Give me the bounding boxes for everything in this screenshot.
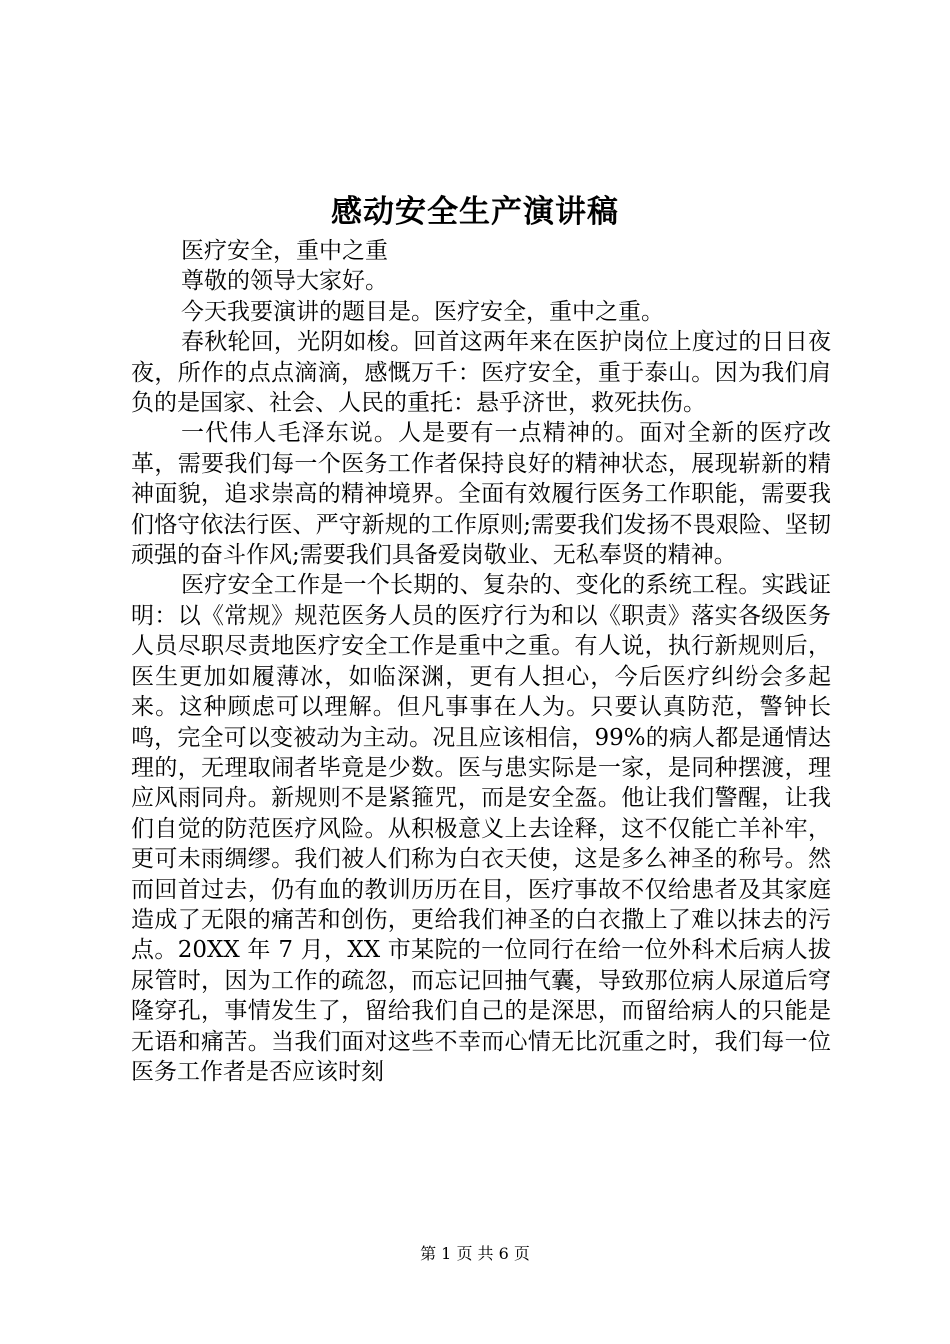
document-title: 感动安全生产演讲稿 <box>331 194 619 230</box>
paragraph-spirit: 一代伟人毛泽东说。人是要有一点精神的。面对全新的医疗改革，需要我们每一个医务工作者保持良好的精神状态，展现崭新的精神面貌，追求崇高的精神境界。全面有效履行医务工作职能，需要我们恪守依法行医、严守新规的工作原则;需要我们发扬不畏艰险、坚韧顽强的奋斗作风;需要我们具备爱岗敬业、无私奉贤的精神。 <box>131 420 831 569</box>
paragraph-topic: 今天我要演讲的题目是。医疗安全，重中之重。 <box>181 298 664 325</box>
paragraph-greeting: 尊敬的领导大家好。 <box>181 268 388 295</box>
paragraph-intro: 春秋轮回，光阴如梭。回首这两年来在医护岗位上度过的日日夜夜，所作的点点滴滴，感慨万千：医疗安全，重于泰山。因为我们肩负的是国家、社会、人民的重托：悬乎济世，救死扶伤。 <box>131 329 831 417</box>
paragraph-safety: 医疗安全工作是一个长期的、复杂的、变化的系统工程。实践证明：以《常规》规范医务人员的医疗行为和以《职责》落实各级医务人员尽职尽责地医疗安全工作是重中之重。有人说，执行新规则后，医生更加如履薄冰，如临深渊，更有人担心，今后医疗纠纷会多起来。这种顾虑可以理解。但凡事事在人为。只要认真防范，警钟长鸣，完全可以变被动为主动。况且应该相信，99%的病人都是通情达理的，无理取闹者毕竟是少数。医与患实际是一家，是同种摆渡，理应风雨同舟。新规则不是紧箍咒，而是安全盔。他让我们警醒，让我们自觉的防范医疗风险。从积极意义上去诠释，这不仅能亡羊补牢，更可未雨绸缪。我们被人们称为白衣天使，这是多么神圣的称号。然而回首过去，仍有血的教训历历在目，医疗事故不仅给患者及其家庭造成了无限的痛苦和创伤，更给我们神圣的白衣撒上了难以抹去的污点。20XX 年 7 月，XX 市某院的一位同行在给一位外科术后病人拔尿管时，因为工作的疏忽，而忘记回抽气囊，导致那位病人尿道后穹隆穿孔，事情发生了，留给我们自己的是深思，而留给病人的只能是无语和痛苦。当我们面对这些不幸而心情无比沉重之时，我们每一位医务工作者是否应该时刻 <box>131 572 831 1085</box>
paragraph-subtitle: 医疗安全，重中之重 <box>181 238 388 264</box>
page-footer: 第 1 页 共 6 页 <box>420 1244 530 1263</box>
document-body <box>131 236 831 1087</box>
